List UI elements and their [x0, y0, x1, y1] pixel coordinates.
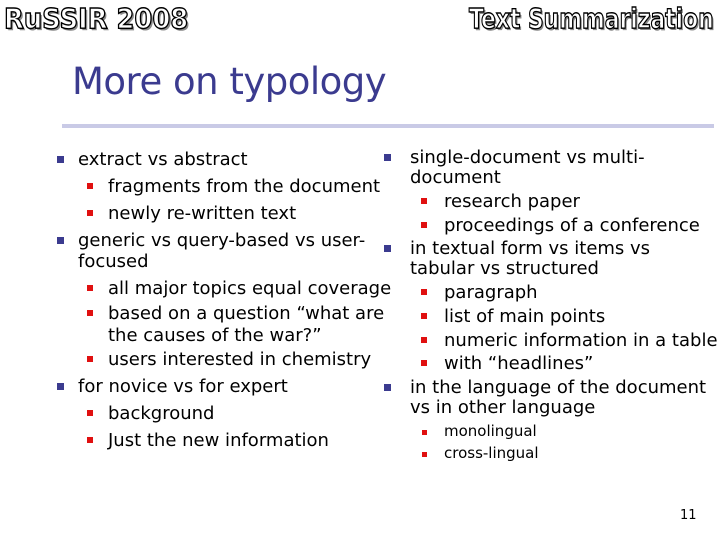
sub-bullet-icon — [421, 289, 427, 295]
slide-title: More on typology — [72, 60, 387, 103]
list-item: Just the new information — [108, 430, 329, 451]
bullet-icon — [57, 237, 64, 244]
list-item: numeric information in a table — [444, 330, 718, 351]
bullet-icon — [57, 383, 64, 390]
list-item: list of main points — [444, 306, 606, 327]
list-item-continuation: focused — [78, 251, 149, 272]
sub-bullet-icon — [87, 356, 93, 362]
list-item: all major topics equal coverage — [108, 278, 392, 299]
bullet-icon — [57, 156, 64, 163]
list-item: single-document vs multi- — [410, 147, 645, 168]
list-item-continuation: tabular vs structured — [410, 258, 599, 279]
list-item: generic vs query-based vs user- — [78, 230, 366, 251]
list-item: based on a question “what are — [108, 303, 385, 324]
sub-bullet-icon — [87, 285, 93, 291]
list-item-continuation: vs in other language — [410, 397, 596, 418]
sub-bullet-icon — [87, 437, 93, 443]
list-item: in textual form vs items vs — [410, 238, 651, 259]
list-item-continuation: the causes of the war?” — [108, 325, 322, 346]
bullet-icon — [384, 154, 391, 161]
sub-bullet-icon — [422, 452, 427, 457]
list-item: in the language of the document — [410, 377, 707, 398]
list-item: background — [108, 403, 215, 424]
sub-bullet-icon — [421, 337, 427, 343]
sub-bullet-icon — [87, 410, 93, 416]
sub-bullet-icon — [87, 210, 93, 216]
list-item: proceedings of a conference — [444, 215, 700, 236]
bullet-icon — [384, 384, 391, 391]
sub-bullet-icon — [87, 183, 93, 189]
list-item: paragraph — [444, 282, 538, 303]
bullet-icon — [384, 245, 391, 252]
list-item: for novice vs for expert — [78, 376, 288, 397]
list-item-continuation: document — [410, 167, 501, 188]
list-item: research paper — [444, 191, 580, 212]
list-item: users interested in chemistry — [108, 349, 372, 370]
text-summarization-logo: Text Summarization — [469, 2, 714, 35]
sub-bullet-icon — [87, 310, 93, 316]
list-item: fragments from the document — [108, 176, 381, 197]
title-divider — [62, 124, 714, 128]
sub-bullet-icon — [422, 430, 427, 435]
list-item: cross-lingual — [444, 444, 539, 462]
list-item: monolingual — [444, 422, 537, 440]
sub-bullet-icon — [421, 198, 427, 204]
russir-logo: RuSSIR 2008 — [4, 2, 189, 35]
list-item: with “headlines” — [444, 353, 594, 374]
sub-bullet-icon — [421, 222, 427, 228]
sub-bullet-icon — [421, 313, 427, 319]
page-number: 11 — [680, 508, 697, 523]
list-item: extract vs abstract — [78, 149, 248, 170]
list-item: newly re-written text — [108, 203, 297, 224]
sub-bullet-icon — [421, 360, 427, 366]
